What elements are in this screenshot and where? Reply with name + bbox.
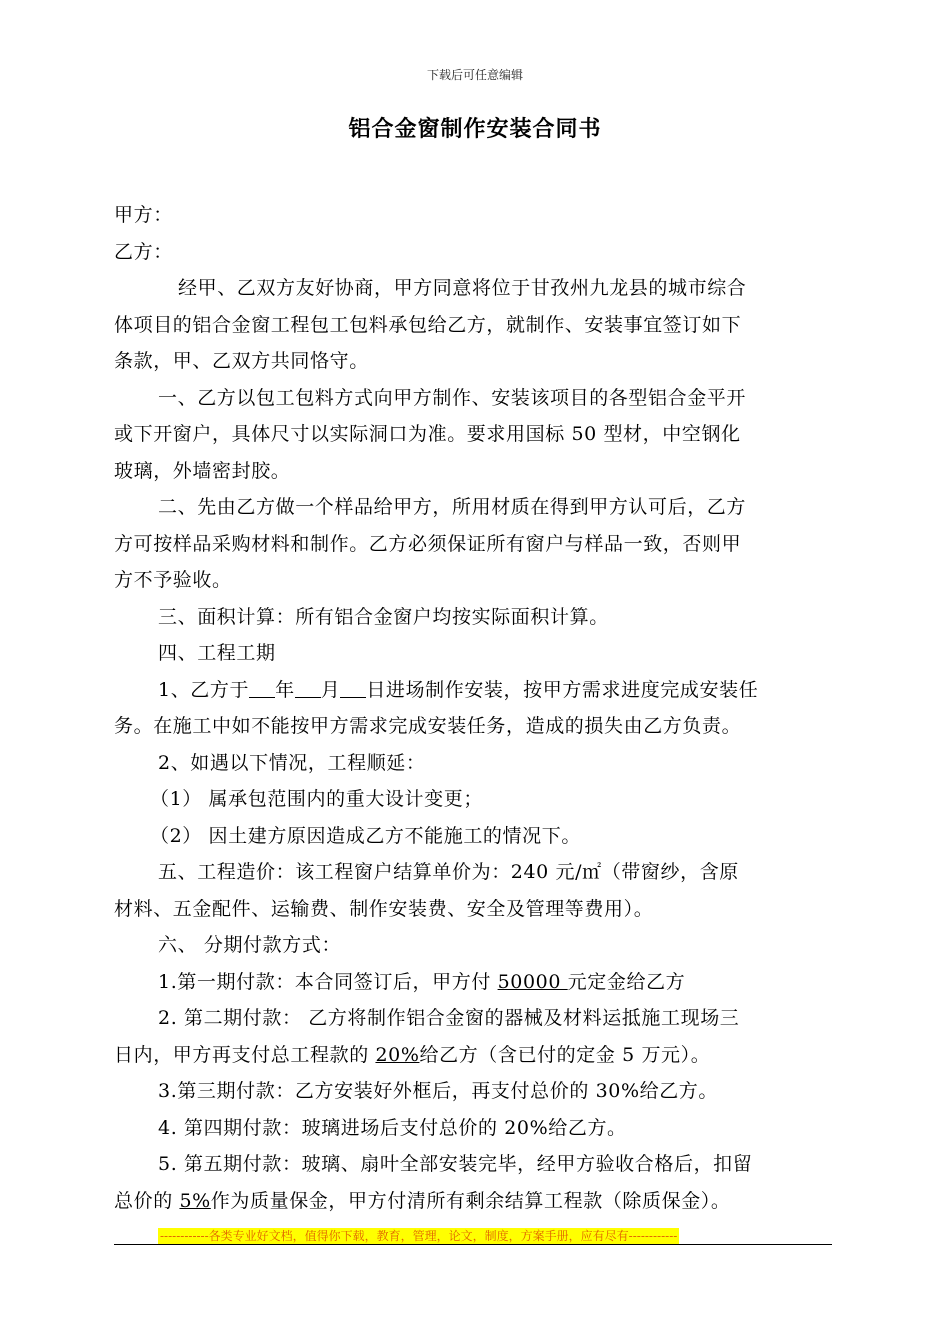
day-blank [340, 675, 366, 698]
document-title: 铝合金窗制作安装合同书 [348, 116, 602, 142]
clause-4-item-1 [114, 672, 832, 709]
payment-2-suffix: 给乙方（含已付的定金 5 万元）。 [419, 1043, 711, 1066]
payment-5-percent: 5% [179, 1189, 211, 1212]
clause-1-line: 或下开窗户，具体尺寸以实际洞口为准。要求用国标 50 型材，中空钢化 [114, 423, 741, 445]
month-label: 月 [320, 678, 341, 701]
item-1-prefix: 1、乙方于 [158, 678, 250, 701]
payment-2-line-2 [114, 1037, 832, 1074]
item-1-suffix: 日进场制作安装，按甲方需求进度完成安装任 [366, 678, 759, 701]
footer-banner: ------------各类专业好文档，值得你下载，教育，管理，论文，制度，方案手册，应有尽有------------ [160, 1229, 678, 1243]
payment-5-line-1: 5. 第五期付款：玻璃、扇叶全部安装完毕，经甲方验收合格后，扣留 [158, 1153, 753, 1175]
payment-4: 4. 第四期付款：玻璃进场后支付总价的 20%给乙方。 [158, 1116, 627, 1139]
payment-1 [114, 964, 832, 1001]
party-a-line: 甲方： [114, 204, 173, 226]
intro-line: 条款，甲、乙双方共同恪守。 [114, 350, 369, 372]
header-note: 下载后可任意编辑 [426, 68, 523, 82]
party-b-line: 乙方： [114, 240, 173, 263]
payment-5-prefix: 总价的 [114, 1189, 180, 1212]
payment-3: 3.第三期付款：乙方安装好外框后，再支付总价的 30%给乙方。 [158, 1080, 718, 1102]
clause-5-line: 材料、五金配件、运输费、制作安装费、安全及管理等费用）。 [114, 897, 654, 920]
clause-3-line: 三、面积计算：所有铝合金窗户均按实际面积计算。 [158, 605, 609, 628]
payment-1-suffix: 元定金给乙方 [567, 970, 686, 993]
payment-5-line-2 [114, 1183, 832, 1220]
payment-1-prefix: 1.第一期付款：本合同签订后，甲方付 [158, 970, 498, 993]
intro-line: 体项目的铝合金窗工程包工包料承包给乙方，就制作、安装事宜签订如下 [114, 313, 742, 336]
clause-1-line: 玻璃，外墙密封胶。 [114, 459, 291, 482]
payment-2-percent: 20% [375, 1043, 420, 1066]
clause-4-sub-2: （2） 因土建方原因造成乙方不能施工的情况下。 [150, 824, 581, 847]
clause-5-line: 五、工程造价：该工程窗户结算单价为：240 元/㎡（带窗纱，含原 [158, 861, 739, 883]
year-label: 年 [275, 678, 295, 701]
clause-4-item-2: 2、如遇以下情况，工程顺延： [158, 751, 426, 774]
year-blank [249, 675, 275, 698]
month-blank [295, 675, 321, 698]
payment-2-prefix: 日内，甲方再支付总工程款的 [114, 1043, 376, 1066]
payment-5-suffix: 作为质量保金，甲方付清所有剩余结算工程款（除质保金）。 [210, 1189, 731, 1212]
clause-1-line: 一、乙方以包工包料方式向甲方制作、安装该项目的各型铝合金平开 [158, 386, 747, 409]
clause-4-sub-1: （1） 属承包范围内的重大设计变更； [150, 788, 483, 810]
clause-2-line: 二、先由乙方做一个样品给甲方，所用材质在得到甲方认可后，乙方 [158, 496, 747, 518]
payment-2-line-1: 2. 第二期付款： 乙方将制作铝合金窗的器械及材料运抵施工现场三 [158, 1007, 740, 1029]
clause-6-heading: 六、 分期付款方式： [158, 934, 342, 956]
intro-line: 经甲、乙双方友好协商，甲方同意将位于甘孜州九龙县的城市综合 [178, 277, 747, 299]
payment-1-amount: 50000 [497, 970, 568, 993]
clause-2-line: 方不予验收。 [114, 569, 232, 591]
contract-body [114, 197, 832, 1219]
clause-4-item-1-line-2: 务。在施工中如不能按甲方需求完成安装任务，造成的损失由乙方负责。 [114, 715, 742, 737]
clause-2-line: 方可按样品采购材料和制作。乙方必须保证所有窗户与样品一致，否则甲 [114, 532, 742, 555]
clause-4-heading: 四、工程工期 [158, 642, 276, 664]
footer-divider [114, 1244, 832, 1245]
